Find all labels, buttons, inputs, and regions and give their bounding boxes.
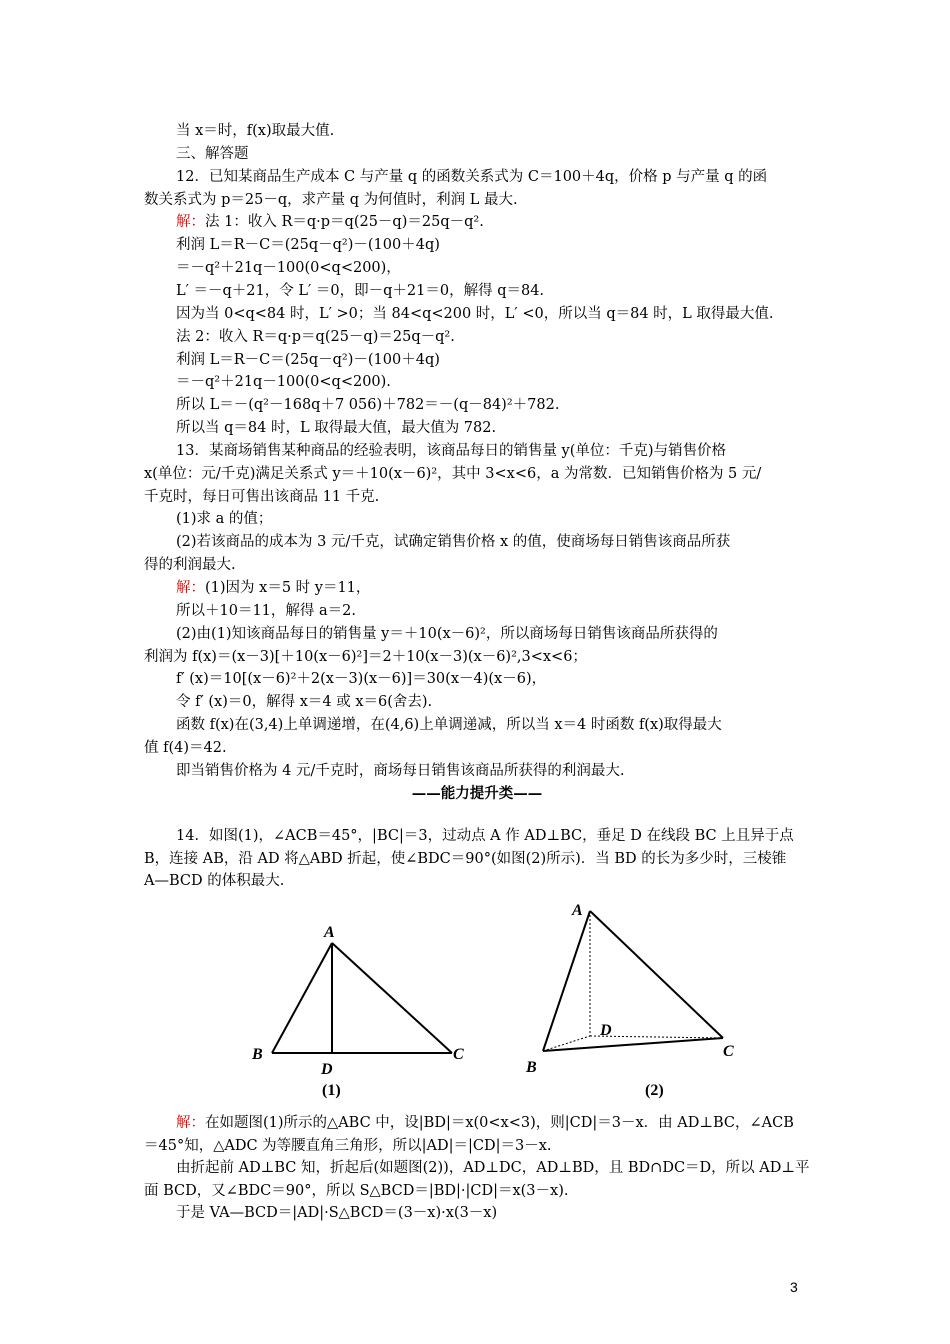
text-line <box>176 509 810 529</box>
text-line <box>176 418 810 438</box>
figure-1-triangle <box>240 918 480 1078</box>
text-line <box>144 647 810 667</box>
figure-1-label-d: D <box>321 1061 333 1078</box>
solution-label: 解： <box>176 214 205 231</box>
line-text: 所以＋10＝11，解得 a＝2. <box>176 602 356 619</box>
line-text: 利润 L＝R－C＝(25q－q²)－(100＋4q) <box>176 351 440 368</box>
line-text: ＝45°知，△ADC 为等腰直角三角形，所以|AD|＝|CD|＝3－x. <box>144 1137 552 1154</box>
text-line <box>144 738 810 758</box>
figure-2-label-a: A <box>572 902 583 919</box>
text-line <box>144 1181 810 1201</box>
figure-2-label-b: B <box>526 1059 537 1076</box>
text-line <box>176 121 810 141</box>
figure-1-label-c: C <box>453 1046 464 1063</box>
text-line <box>176 624 810 644</box>
text-line <box>176 1113 810 1133</box>
line-text: 由折起前 AD⊥BC 知，折起后(如题图(2))，AD⊥DC，AD⊥BD，且 BD∩DC＝D，所以 AD⊥平 <box>176 1160 810 1176</box>
text-line <box>176 692 810 712</box>
solution-label: 解： <box>176 580 205 596</box>
text-line <box>176 372 810 392</box>
text-line <box>144 1136 810 1156</box>
line-text: 12．已知某商品生产成本 C 与产量 q 的函数关系式为 C＝100＋4q，价格 p 与产量 q 的函 <box>176 168 768 185</box>
text-line <box>176 441 810 461</box>
text-line <box>176 532 810 552</box>
line-text: 千克时，每日可售出该商品 11 千克. <box>144 488 380 505</box>
figure-2-tetrahedron <box>520 896 760 1076</box>
line-text: 利润 L＝R－C＝(25q－q²)－(100＋4q) <box>176 237 440 254</box>
solution-label: 解： <box>176 1115 205 1131</box>
text-line <box>176 715 810 735</box>
line-text: 法 2：收入 R＝q·p＝q(25－q)＝25q－q². <box>176 328 455 345</box>
line-text: 所以 L＝－(q²－168q＋7 056)＋782＝－(q－84)²＋782. <box>176 397 560 414</box>
line-text: 13．某商场销售某种商品的经验表明，该商品每日的销售量 y(单位：千克)与销售价格 <box>176 442 727 459</box>
line-text: 14．如图(1)，∠ACB＝45°，|BC|＝3，过动点 A 作 AD⊥BC，垂足 D 在线段 BC 上且异于点 <box>176 828 794 844</box>
line-text: 令 f′ (x)＝0，解得 x＝4 或 x＝6(舍去). <box>176 694 433 711</box>
line-text: B，连接 AB，沿 AD 将△ABD 折起，使∠BDC＝90°(如图(2)所示)．当 BD 的长为多少时，三棱锥 <box>144 850 787 867</box>
page-number: 3 <box>790 1279 798 1295</box>
line-text: ＝－q²＋21q－100(0<q<200). <box>176 374 391 391</box>
line-text: x(单位：元/千克)满足关系式 y＝＋10(x－6)²，其中 3<x<6，a 为常数．已知销售价格为 5 元/ <box>144 465 762 482</box>
text-line <box>144 464 810 484</box>
line-text: L′ ＝－q＋21，令 L′ ＝0，即－q＋21＝0，解得 q＝84. <box>176 282 545 299</box>
line-text: (1)求 a 的值； <box>176 511 273 528</box>
text-line <box>144 190 810 210</box>
line-text: 因为当 0<q<84 时，L′ >0；当 84<q<200 时，L′ <0，所以当 q＝84 时，L 取得最大值. <box>176 305 774 322</box>
text-line <box>176 167 810 187</box>
line-text: 数关系式为 p＝25－q，求产量 q 为何值时，利润 L 最大. <box>144 191 518 208</box>
line-text: 值 f(4)＝42. <box>144 739 227 756</box>
section-title: ——能力提升类—— <box>411 785 543 802</box>
figure-1-caption: (1) <box>322 1082 341 1099</box>
text-line <box>176 350 810 370</box>
figure-2-label-d: D <box>600 1022 612 1039</box>
text-line <box>144 555 810 575</box>
line-text: 得的利润最大. <box>144 557 236 574</box>
line-text: f′ (x)＝10[(x－6)²＋2(x－3)(x－6)]＝30(x－4)(x－6)， <box>176 671 547 688</box>
line-text: ＝－q²＋21q－100(0<q<200)， <box>176 260 401 277</box>
text-line <box>176 235 810 255</box>
line-text: 三、解答题 <box>176 145 249 162</box>
line-text: 在如题图(1)所示的△ABC 中，设|BD|＝x(0<x<3)，则|CD|＝3－x．由 AD⊥BC，∠ACB <box>205 1115 794 1131</box>
text-line <box>176 1158 810 1178</box>
line-text: 函数 f(x)在(3,4)上单调递增，在(4,6)上单调递减，所以当 x＝4 时函数 f(x)取得最大 <box>176 717 722 734</box>
text-line <box>176 212 810 232</box>
text-line <box>176 395 810 415</box>
figure-1-label-b: B <box>252 1046 263 1063</box>
text-line <box>176 761 810 781</box>
text-line <box>176 826 810 846</box>
line-text: 面 BCD，又∠BDC＝90°，所以 S△BCD＝|BD|·|CD|＝x(3－x). <box>144 1182 569 1199</box>
line-text: 当 x＝时，f(x)取最大值. <box>176 123 335 139</box>
text-line <box>176 601 810 621</box>
figure-2-caption: (2) <box>645 1082 664 1099</box>
text-line <box>176 281 810 301</box>
text-line <box>176 327 810 347</box>
text-line <box>176 669 810 689</box>
line-text: (2)由(1)知该商品每日的销售量 y＝＋10(x－6)²，所以商场每日销售该商品所获得的 <box>176 625 718 642</box>
text-line <box>144 871 810 891</box>
text-line <box>176 1203 810 1223</box>
text-line <box>176 258 810 278</box>
line-text: 所以当 q＝84 时，L 取得最大值，最大值为 782. <box>176 420 497 437</box>
text-line <box>176 578 810 598</box>
text-line <box>144 487 810 507</box>
line-text: 法 1：收入 R＝q·p＝q(25－q)＝25q－q². <box>205 214 484 231</box>
figure-1-label-a: A <box>324 924 335 941</box>
line-text: 即当销售价格为 4 元/千克时，商场每日销售该商品所获得的利润最大. <box>176 762 625 779</box>
text-line <box>144 849 810 869</box>
line-text: 于是 VA—BCD＝|AD|·S△BCD＝(3－x)·x(3－x) <box>176 1205 498 1221</box>
text-line <box>176 144 810 164</box>
line-text: (1)因为 x＝5 时 y＝11， <box>205 580 371 596</box>
figure-2-label-c: C <box>723 1043 734 1060</box>
line-text: (2)若该商品的成本为 3 元/千克，试确定销售价格 x 的值，使商场每日销售该商品所获 <box>176 534 731 551</box>
line-text: 利润为 f(x)＝(x－3)[＋10(x－6)²]＝2＋10(x－3)(x－6)²,3<x<6； <box>144 648 587 665</box>
text-line <box>176 304 810 324</box>
line-text: A—BCD 的体积最大. <box>144 873 285 889</box>
